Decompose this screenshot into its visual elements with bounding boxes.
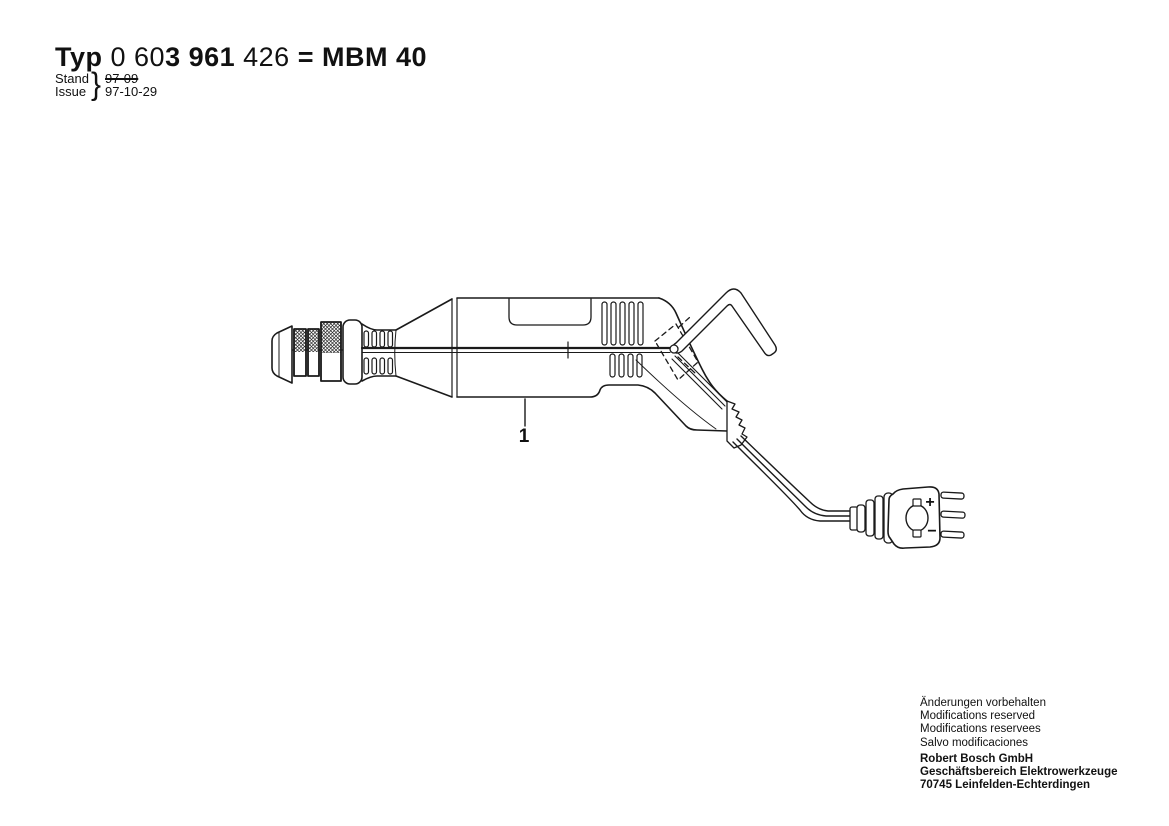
knurl-ring-rear bbox=[321, 322, 341, 381]
doc-title-segment: Typ bbox=[55, 42, 111, 72]
collar bbox=[343, 320, 362, 384]
part-callout-1: 1 bbox=[518, 426, 530, 447]
footer-line: Salvo modificaciones bbox=[920, 736, 1029, 749]
footer-line: 70745 Leinfelden-Echterdingen bbox=[920, 779, 1090, 792]
doc-title-segment: 3 961 bbox=[165, 42, 244, 72]
footer-line: Geschäftsbereich Elektrowerkzeuge bbox=[920, 766, 1118, 779]
footer-line: Änderungen vorbehalten bbox=[920, 697, 1046, 709]
stand-value: 97-09 bbox=[105, 71, 139, 86]
footer-line: Modifications reserved bbox=[920, 710, 1036, 723]
plug-plus-mark: + bbox=[925, 494, 935, 511]
footer-line: Robert Bosch GmbH bbox=[920, 752, 1034, 765]
label-recess bbox=[509, 299, 591, 325]
footer-company bbox=[920, 753, 1150, 793]
grip-strain-relief bbox=[727, 401, 747, 448]
hanger-hook bbox=[672, 289, 776, 356]
issue-value: 97-10-29 bbox=[105, 84, 158, 99]
doc-title-segment: 426 bbox=[243, 42, 298, 72]
footer-line: Modifications reservees bbox=[920, 723, 1041, 736]
doc-title-segment: = MBM 40 bbox=[297, 42, 427, 72]
plug bbox=[850, 487, 965, 548]
power-cord bbox=[733, 436, 857, 521]
doc-title-segment: 0 60 bbox=[110, 42, 166, 72]
stand-label: Stand bbox=[55, 71, 89, 86]
plug-pins bbox=[941, 492, 965, 538]
knurl-ring-front bbox=[294, 329, 306, 376]
plug-minus-mark: − bbox=[927, 523, 937, 540]
grip bbox=[636, 298, 747, 448]
plug-strain-relief bbox=[857, 493, 893, 543]
footer-notice bbox=[920, 697, 1150, 750]
chuck-nose bbox=[272, 326, 292, 383]
revision-brace: } bbox=[90, 67, 102, 102]
footer-block bbox=[920, 697, 1150, 792]
issue-label: Issue bbox=[55, 84, 87, 99]
rear-vents bbox=[602, 302, 643, 377]
hook-pivot bbox=[670, 345, 678, 353]
knurl-ring-mid bbox=[308, 329, 319, 376]
